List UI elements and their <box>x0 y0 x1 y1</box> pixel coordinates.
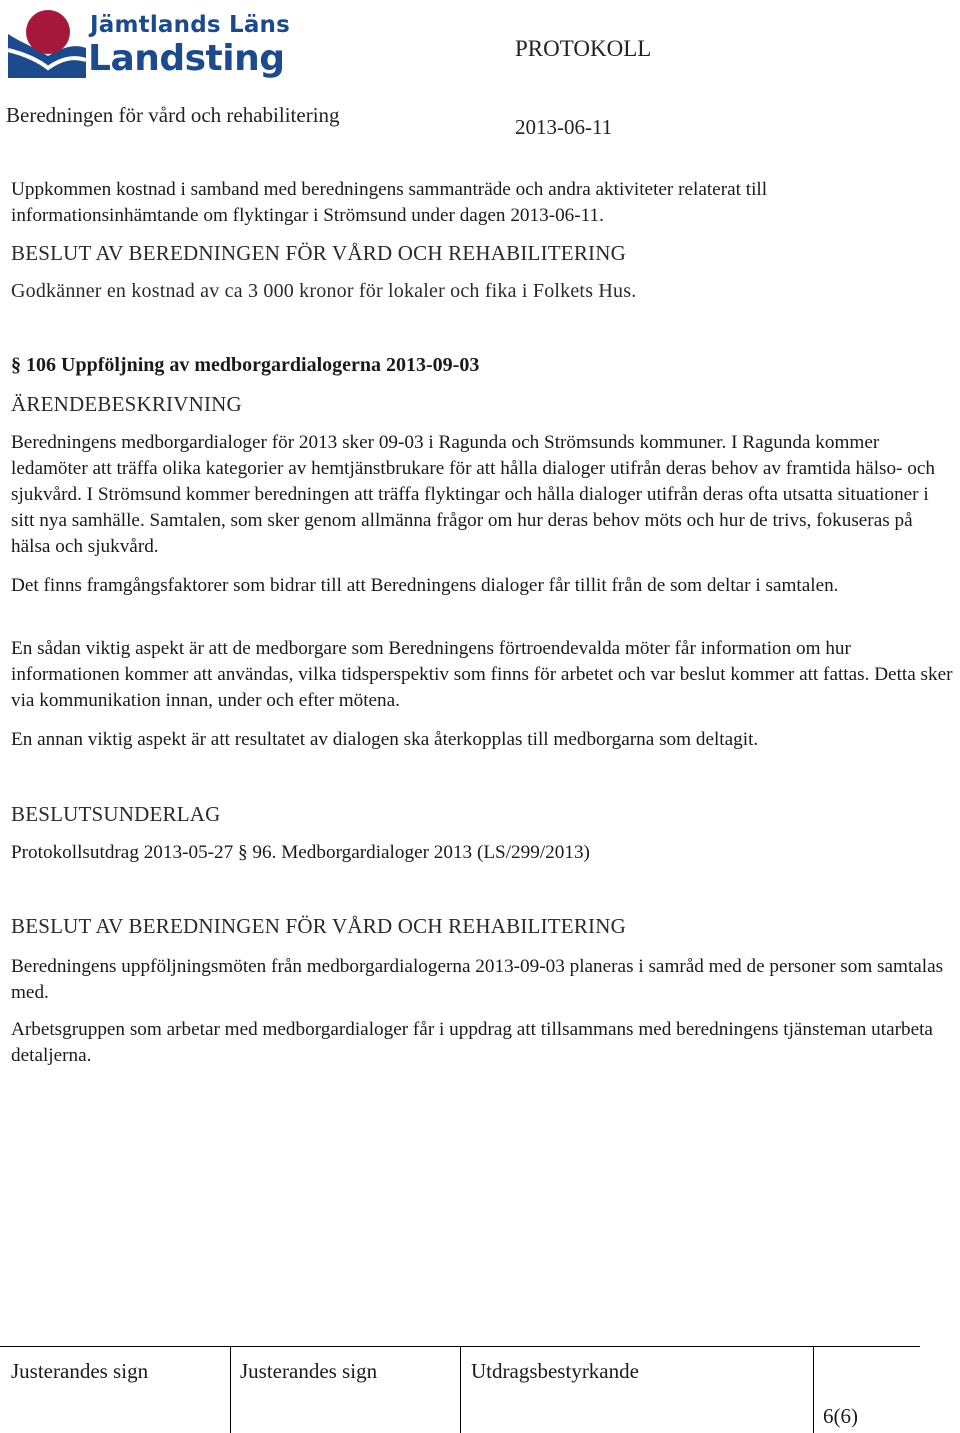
page-number: 6(6) <box>823 1404 858 1428</box>
decision-paragraph-2: Arbetsgruppen som arbetar med medborgardialoger får i uppdrag att tillsammans med beredningens tjänsteman utarbeta detaljerna. <box>11 1019 933 1066</box>
certification-field: Utdragsbestyrkande <box>471 1359 639 1383</box>
item-heading: § 106 Uppföljning av medborgardialogerna 2013-09-03 <box>11 354 480 376</box>
committee-name: Beredningen för vård och rehabilitering <box>6 103 340 127</box>
prev-item-text: Uppkommen kostnad i samband med beredningens sammanträde och andra aktiviteter relaterat till informationsinhämtande om flyktingar i Strömsund under dagen 2013-06-11. <box>11 179 768 226</box>
logo-line1: Jämtlands Läns <box>90 12 291 38</box>
description-paragraph-1: Beredningens medborgardialoger för 2013 sker 09-03 i Ragunda och Strömsunds kommuner. I Ragunda kommer ledamöter att träffa olika kategorier av hemtjänstbrukare för att hålla dialoger utifrån deras behov av framtida hälso- och sjukvård. I Strömsund kommer beredningen att träffa flyktingar och hålla dialoger utifrån deras ofta utsatta situationer i sitt nya samhälle. Samtalen, som sker genom allmänna frågor om hur deras behov möts och hur de trivs, fokuseras på hälsa och sjukvård. <box>11 432 935 557</box>
document-type: PROTOKOLL <box>515 36 652 61</box>
signature-field-1: Justerandes sign <box>11 1359 149 1383</box>
basis-text: Protokollsutdrag 2013-05-27 § 96. Medborgardialoger 2013 (LS/299/2013) <box>11 842 590 863</box>
meeting-date: 2013-06-11 <box>515 115 613 139</box>
description-paragraph-2: Det finns framgångsfaktorer som bidrar till att Beredningens dialoger får tillit från de som deltar i samtalen. <box>11 575 839 596</box>
footer-divider <box>813 1346 814 1433</box>
description-paragraph-3: En sådan viktig aspekt är att de medborgare som Beredningens förtroendevalda möter får information om hur informationen kommer att användas, vilka tidsperspektiv som finns för arbetet och var beslut kommer att fattas. Detta sker via kommunikation innan, under och efter mötena. <box>11 638 953 711</box>
description-paragraph-4: En annan viktig aspekt är att resultatet av dialogen ska återkopplas till medborgarna som deltagit. <box>11 729 759 750</box>
basis-heading: BESLUTSUNDERLAG <box>11 802 221 826</box>
prev-decision-text: Godkänner en kostnad av ca 3 000 kronor för lokaler och fika i Folkets Hus. <box>11 280 637 302</box>
signature-field-2: Justerandes sign <box>240 1359 378 1383</box>
footer-divider <box>230 1346 231 1433</box>
footer-divider <box>460 1346 461 1433</box>
prev-decision-heading: BESLUT AV BEREDNINGEN FÖR VÅRD OCH REHABILITERING <box>11 241 626 265</box>
logo-emblem-icon <box>6 4 96 84</box>
logo-line2: Landsting <box>88 38 285 79</box>
description-heading: ÄRENDEBESKRIVNING <box>11 392 242 416</box>
decision-heading: BESLUT AV BEREDNINGEN FÖR VÅRD OCH REHABILITERING <box>11 914 626 938</box>
decision-paragraph-1: Beredningens uppföljningsmöten från medborgardialogerna 2013-09-03 planeras i samråd med de personer som samtalas med. <box>11 956 944 1003</box>
